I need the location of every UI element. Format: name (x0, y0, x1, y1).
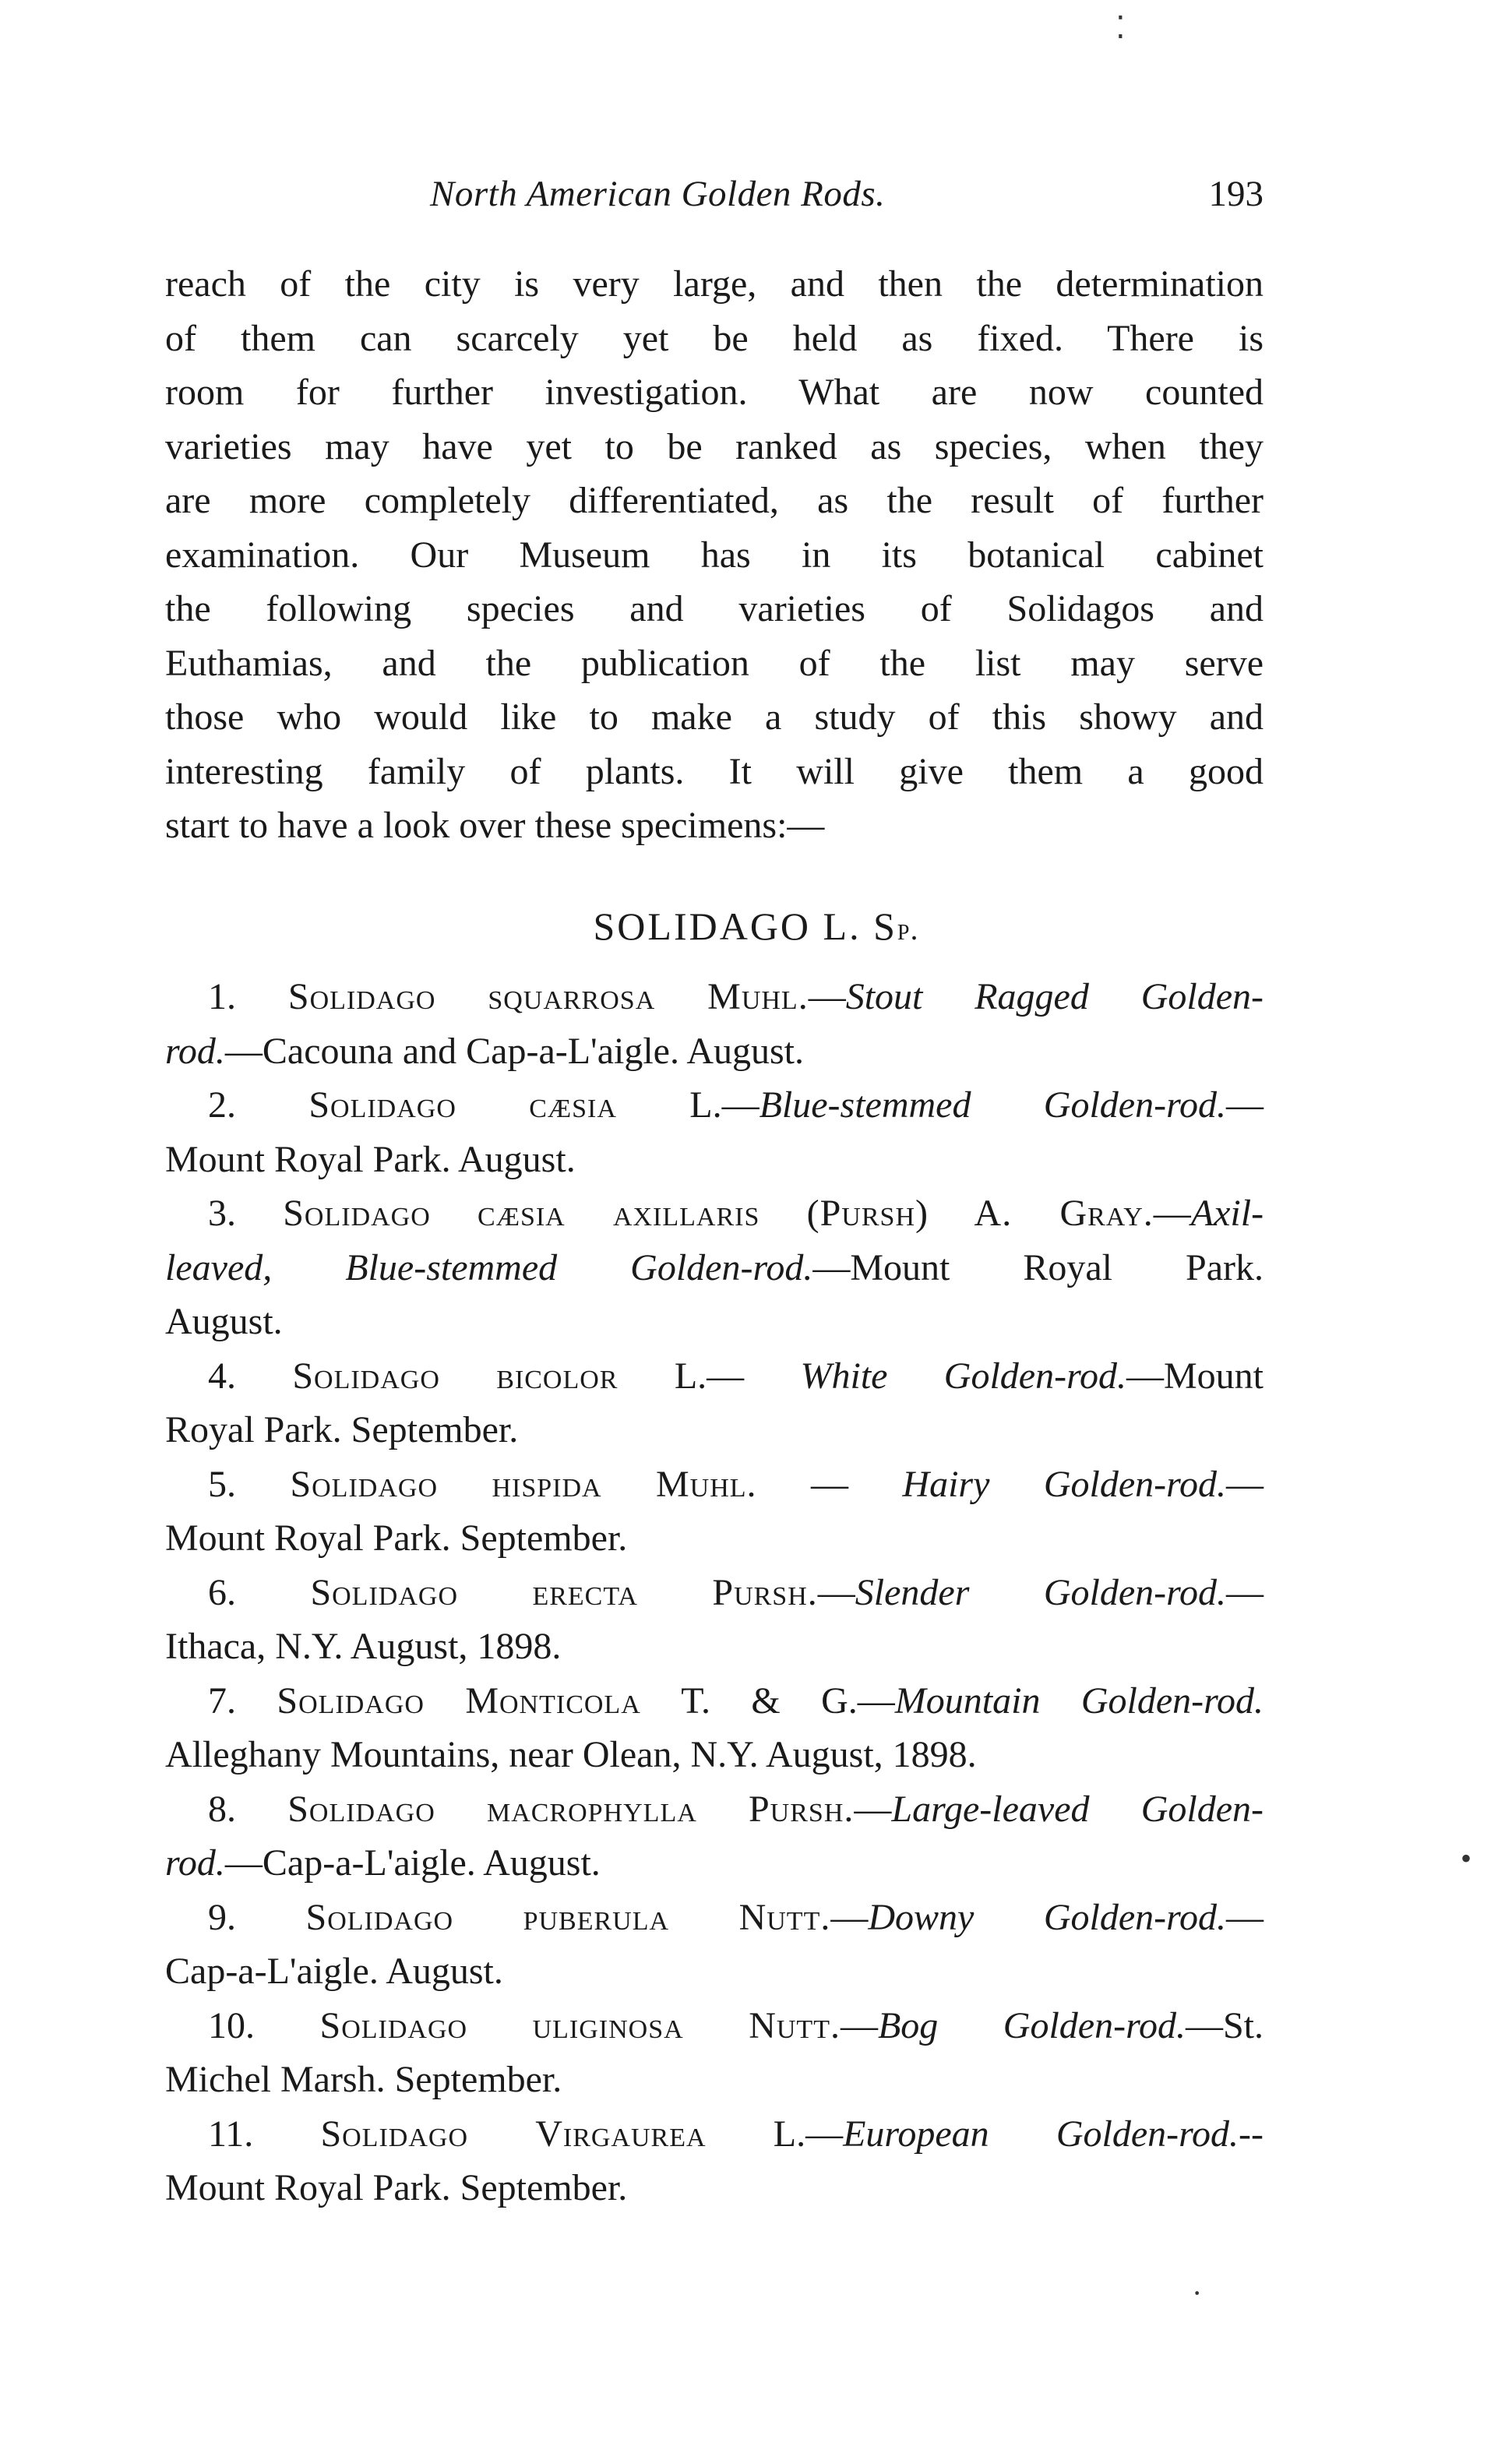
entry-genus: Solidago (319, 2004, 468, 2046)
body-line: of them can scarcely yet be held as fixed. There is (165, 317, 1264, 359)
entry-line (165, 1782, 1264, 1837)
entry-genus: Solidago (292, 1355, 440, 1397)
entry-species: Virgaurea (535, 2113, 707, 2155)
stray-mark: · (1192, 2275, 1203, 2310)
entry-author: Nutt. (738, 1896, 831, 1938)
species-entry (165, 1186, 1264, 1349)
species-entry (165, 1566, 1264, 1674)
entry-tail: — (1226, 1084, 1264, 1126)
entry-locality: Ithaca, N.Y. August, 1898. (165, 1626, 562, 1667)
entry-locality: Alleghany Mountains, near Olean, N.Y. August, 1898. (165, 1734, 977, 1775)
entry-number: 9. (208, 1896, 236, 1938)
entry-number: 1. (208, 976, 236, 1017)
entry-common-name-cont: leaved, Blue-stemmed Golden-rod. (165, 1246, 813, 1288)
entry-line (165, 1241, 1264, 1295)
entry-number: 8. (208, 1788, 236, 1830)
entry-species: erecta (532, 1571, 638, 1613)
entry-tail: — (1226, 1896, 1264, 1938)
body-line: reach of the city is very large, and then the determination (165, 263, 1264, 305)
entry-genus: Solidago (287, 976, 436, 1017)
species-entry (165, 1457, 1264, 1566)
entry-separator: — (721, 1084, 760, 1126)
species-list (165, 970, 1264, 2215)
entry-species: uliginosa (532, 2004, 684, 2046)
entry-author: Muhl. (707, 976, 809, 1017)
entry-species: bicolor (496, 1355, 619, 1397)
species-entry (165, 2107, 1264, 2215)
entry-author: Pursh. (712, 1571, 818, 1613)
entry-common-name-cont: rod. (165, 1842, 225, 1884)
entry-line (165, 2161, 1264, 2215)
heading-author: L. (823, 904, 862, 948)
entry-common-name: Axil- (1190, 1193, 1264, 1234)
entry-separator: — (857, 1679, 895, 1722)
body-paragraph (165, 257, 1264, 853)
entry-locality: Michel Marsh. September. (165, 2059, 562, 2100)
entry-line (165, 1511, 1264, 1566)
entry-genus: Solidago (283, 1193, 431, 1234)
species-entry (165, 1078, 1264, 1186)
entry-genus: Solidago (277, 1679, 425, 1722)
body-line: varieties may have yet to be ranked as species, when they (165, 425, 1264, 467)
entry-line (165, 1133, 1264, 1187)
entry-locality: Royal Park. September. (165, 1409, 519, 1450)
entry-separator: — (808, 976, 846, 1017)
running-header (165, 173, 1264, 235)
body-line: room for further investigation. What are now counted (165, 372, 1264, 413)
body-line: the following species and varieties of Solidagos and (165, 588, 1264, 629)
entry-tail: —Mount (1126, 1355, 1264, 1397)
entry-species: macrophylla (486, 1788, 697, 1830)
entry-separator: — (707, 1355, 745, 1397)
entry-common-name: Bog Golden-rod. (877, 2004, 1186, 2046)
entry-author: Nutt. (749, 2004, 841, 2046)
entry-line (165, 970, 1264, 1024)
entry-species: squarrosa (488, 976, 656, 1017)
species-entry (165, 1674, 1264, 1782)
species-entry (165, 1349, 1264, 1457)
body-line: Euthamias, and the publication of the list may serve (165, 642, 1264, 684)
entry-locality: —Cacouna and Cap-a-L'aigle. August. (224, 1030, 805, 1072)
entry-line (165, 1619, 1264, 1674)
entry-common-name: Mountain Golden-rod. (894, 1679, 1264, 1722)
entry-separator: — (817, 1571, 855, 1613)
entry-line (165, 1295, 1264, 1349)
entry-number: 4. (208, 1355, 236, 1397)
entry-genus: Solidago (305, 1896, 454, 1938)
entry-separator: — (1153, 1193, 1191, 1234)
entry-number: 7. (208, 1679, 236, 1722)
entry-common-name: Slender Golden-rod. (855, 1571, 1227, 1613)
entry-tail: -- (1239, 2113, 1264, 2155)
entry-number: 11. (208, 2113, 254, 2155)
entry-separator: — (756, 1463, 903, 1505)
entry-line (165, 1024, 1264, 1079)
entry-species: puberula (523, 1896, 670, 1938)
body-line: those who would like to make a study of this showy and (165, 696, 1264, 738)
species-entry (165, 970, 1264, 1078)
entry-common-name: White Golden-rod. (800, 1355, 1126, 1397)
entry-author: T. & G. (681, 1679, 858, 1722)
entry-line (165, 1674, 1264, 1729)
entry-number: 6. (208, 1571, 236, 1613)
entry-line (165, 1078, 1264, 1133)
entry-separator: — (854, 1788, 892, 1830)
entry-locality: Cap-a-L'aigle. August. (165, 1951, 503, 1992)
entry-separator: — (805, 2113, 844, 2155)
species-entry (165, 1891, 1264, 1999)
entry-author: L. (674, 1355, 707, 1397)
body-line: are more completely differentiated, as the result of further (165, 480, 1264, 521)
entry-genus: Solidago (308, 1084, 456, 1126)
heading-abbr-first: S (873, 904, 897, 948)
entry-locality: Mount Royal Park. August. (165, 1138, 576, 1180)
species-entry (165, 1999, 1264, 2107)
entry-number: 3. (208, 1193, 236, 1234)
entry-genus: Solidago (320, 2113, 468, 2155)
entry-author: Muhl. (656, 1463, 757, 1505)
entry-tail: — (1226, 1463, 1264, 1505)
running-title: North American Golden Rods. (430, 174, 886, 214)
entry-line (165, 2107, 1264, 2162)
entry-species: cæsia (529, 1084, 617, 1126)
entry-common-name: European Golden-rod. (843, 2113, 1239, 2155)
body-line: start to have a look over these specimens:— (165, 805, 825, 846)
entry-line (165, 2053, 1264, 2107)
entry-common-name: Stout Ragged Golden- (845, 976, 1264, 1017)
entry-common-name: Downy Golden-rod. (868, 1896, 1227, 1938)
entry-separator: — (840, 2004, 878, 2046)
entry-line (165, 1349, 1264, 1404)
entry-locality: —Mount Royal Park. (812, 1246, 1264, 1288)
entry-separator: — (830, 1896, 869, 1938)
top-speck: ⁚ (1115, 10, 1126, 45)
entry-locality: Mount Royal Park. September. (165, 1517, 628, 1559)
entry-author: Pursh. (748, 1788, 855, 1830)
entry-species: hispida (492, 1463, 602, 1505)
entry-line (165, 1403, 1264, 1457)
body-line: interesting family of plants. It will give them a good (165, 750, 1264, 792)
entry-line (165, 1457, 1264, 1512)
entry-line (165, 1186, 1264, 1241)
page-number: 193 (1208, 174, 1264, 214)
entry-species: cæsia axillaris (478, 1193, 760, 1234)
stray-mark: • (1461, 1841, 1472, 1876)
entry-line (165, 1836, 1264, 1891)
entry-number: 2. (208, 1084, 236, 1126)
entry-species: Monticola (465, 1679, 641, 1722)
entry-author: L. (689, 1084, 722, 1126)
entry-locality: Mount Royal Park. September. (165, 2167, 628, 2208)
entry-tail: — (1226, 1571, 1264, 1613)
entry-tail: —St. (1185, 2004, 1264, 2046)
species-entry (165, 1782, 1264, 1891)
entry-locality: August. (165, 1301, 283, 1342)
entry-line (165, 1999, 1264, 2053)
body-line: examination. Our Museum has in its botanical cabinet (165, 534, 1264, 576)
entry-genus: Solidago (310, 1571, 458, 1613)
entry-common-name-cont: rod. (165, 1030, 225, 1072)
heading-genus: SOLIDAGO (593, 904, 812, 948)
entry-common-name: Large-leaved Golden- (891, 1788, 1264, 1830)
heading-abbr-rest: p. (897, 911, 919, 946)
entry-number: 5. (208, 1463, 236, 1505)
entry-genus: Solidago (287, 1788, 435, 1830)
entry-locality: —Cap-a-L'aigle. August. (224, 1842, 601, 1884)
entry-line (165, 1728, 1264, 1782)
section-heading (0, 904, 1512, 949)
entry-line (165, 1944, 1264, 1999)
entry-author: (Pursh) A. Gray. (806, 1193, 1154, 1234)
entry-genus: Solidago (290, 1463, 438, 1505)
entry-line (165, 1566, 1264, 1620)
entry-common-name: Blue-stemmed Golden-rod. (759, 1084, 1226, 1126)
entry-common-name: Hairy Golden-rod. (902, 1463, 1227, 1505)
entry-line (165, 1891, 1264, 1945)
entry-author: L. (773, 2113, 806, 2155)
entry-number: 10. (208, 2004, 255, 2046)
